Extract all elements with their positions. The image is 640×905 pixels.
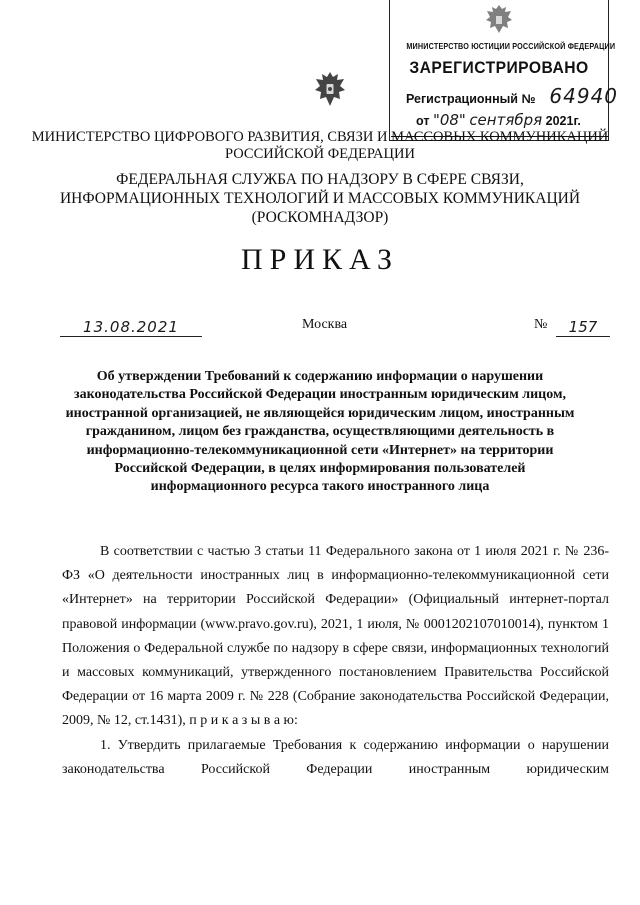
title-line: Российской Федерации, в целях информирования пользователей — [114, 461, 526, 477]
order-body — [62, 540, 609, 782]
eagle-emblem-icon — [483, 2, 515, 38]
stamp-ministry: МИНИСТЕРСТВО ЮСТИЦИИ РОССИЙСКОЙ ФЕДЕРАЦИИ — [406, 41, 616, 51]
ministry-name — [0, 129, 640, 163]
order-number-value: 157 — [568, 318, 598, 336]
stamp-date-year: 2021г. — [545, 114, 581, 128]
title-line: иностранной организацией, не являющейся юридическим лицом, иностранным — [65, 405, 575, 421]
stamp-registered: ЗАРЕГИСТРИРОВАНО — [409, 58, 589, 77]
ministry-line1-b: МАССОВЫХ КОММУНИКАЦИЙ — [391, 129, 609, 145]
body-paragraph-1: В соответствии с частью 3 статьи 11 Федерального закона от 1 июля 2021 г. № 236-ФЗ «О деятельности иностранных лиц в информационно-телекоммуникационной сети «Интернет» на территории Российской Федерации» (Официальный интернет-портал правовой информации (www.pravo.gov.ru), 2021, 1 июля, № 0001202107010014), пунктом 1 Положения о Федеральной службе по надзору в сфере связи, информационных технологий и массовых коммуникаций, утвержденного постановлением Правительства Российской Федерации от 16 марта 2009 г. № 228 (Собрание законодательства Российской Федерации, 2009, № 12, ст.1431), п р и к а з ы в а ю: — [62, 544, 609, 729]
title-line: информационно-телекоммуникационной сети «Интернет» на территории — [86, 442, 554, 458]
order-city: Москва — [302, 317, 348, 332]
order-number — [556, 318, 610, 337]
order-number-label: № — [534, 317, 548, 332]
title-line: Об утверждении Требований к содержанию информации о нарушении — [96, 369, 544, 384]
ministry-line2: РОССИЙСКОЙ ФЕДЕРАЦИИ — [225, 146, 415, 162]
title-line: информационного ресурса такого иностранного лица — [150, 479, 490, 495]
service-line1: ФЕДЕРАЛЬНАЯ СЛУЖБА ПО НАДЗОРУ В СФЕРЕ СВЯЗИ, — [116, 171, 524, 188]
title-line: законодательства Российской Федерации иностранным юридическим лицом, — [73, 387, 567, 403]
coat-of-arms-icon — [312, 68, 348, 112]
stamp-regnum — [406, 84, 618, 108]
stamp-date-prefix: от — [416, 114, 430, 128]
registration-stamp — [389, 0, 619, 141]
order-title — [0, 368, 640, 497]
service-name — [0, 170, 640, 227]
body-paragraph-2: 1. Утвердить прилагаемые Требования к содержанию информации о нарушении законодательства Российской Федерации иностранным юридическим — [62, 737, 609, 777]
service-line3: (РОСКОМНАДЗОР) — [251, 209, 389, 226]
stamp-date — [416, 111, 581, 129]
order-date — [60, 318, 202, 337]
stamp-regnum-label: Регистрационный № — [406, 92, 536, 106]
service-line2: ИНФОРМАЦИОННЫХ ТЕХНОЛОГИЙ И МАССОВЫХ КОММУНИКАЦИЙ — [59, 190, 581, 207]
document-type: ПРИКАЗ — [241, 243, 399, 276]
ministry-line1-a: МИНИСТЕРСТВО ЦИФРОВОГО РАЗВИТИЯ, СВЯЗИ И — [31, 129, 392, 145]
order-date-value: 13.08.2021 — [83, 318, 179, 336]
title-line: гражданином, лицом без гражданства, осуществляющими деятельность в — [85, 424, 555, 440]
stamp-date-day: "08" — [432, 111, 466, 129]
stamp-regnum-value: 64940 — [549, 84, 619, 108]
stamp-date-month: сентября — [469, 111, 543, 129]
